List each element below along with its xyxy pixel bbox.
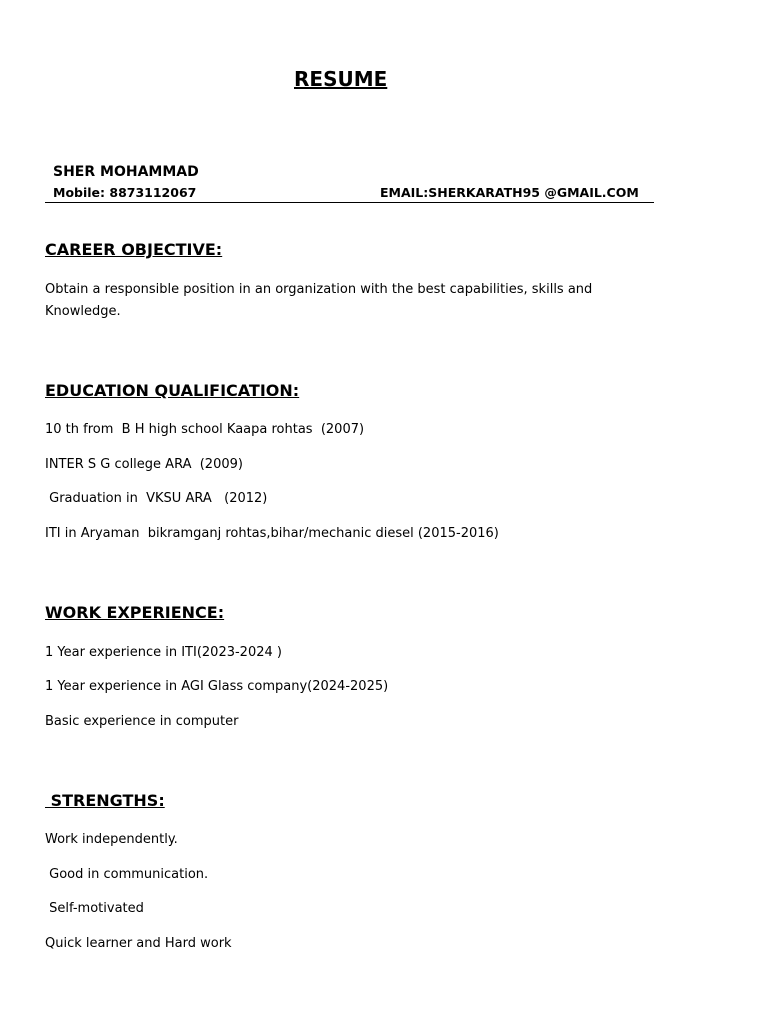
contact-line xyxy=(45,185,654,203)
strength-item: Good in communication. xyxy=(45,867,209,882)
work-experience-item: Basic experience in computer xyxy=(45,714,239,729)
strengths-heading: STRENGTHS: xyxy=(45,791,165,810)
mobile-number: Mobile: 8873112067 xyxy=(53,185,197,200)
work-experience-heading: WORK EXPERIENCE: xyxy=(45,603,225,622)
education-heading: EDUCATION QUALIFICATION: xyxy=(45,381,300,400)
strength-item: Quick learner and Hard work xyxy=(45,936,232,951)
education-item: 10 th from B H high school Kaapa rohtas (2007) xyxy=(45,422,365,437)
education-item: INTER S G college ARA (2009) xyxy=(45,457,243,472)
education-item: ITI in Aryaman bikramganj rohtas,bihar/mechanic diesel (2015-2016) xyxy=(45,526,499,541)
career-objective-line-2: Knowledge. xyxy=(45,304,121,319)
career-objective-heading: CAREER OBJECTIVE: xyxy=(45,240,223,259)
strength-item: Work independently. xyxy=(45,832,178,847)
education-item: Graduation in VKSU ARA (2012) xyxy=(45,491,268,506)
candidate-name: SHER MOHAMMAD xyxy=(53,164,199,180)
career-objective-line-1: Obtain a responsible position in an organization with the best capabilities, skills and xyxy=(45,282,593,297)
work-experience-item: 1 Year experience in AGI Glass company(2024-2025) xyxy=(45,679,389,694)
email-address: EMAIL:SHERKARATH95 @GMAIL.COM xyxy=(380,185,639,200)
document-title: RESUME xyxy=(294,67,388,91)
work-experience-item: 1 Year experience in ITI(2023-2024 ) xyxy=(45,645,282,660)
strength-item: Self-motivated xyxy=(45,901,144,916)
